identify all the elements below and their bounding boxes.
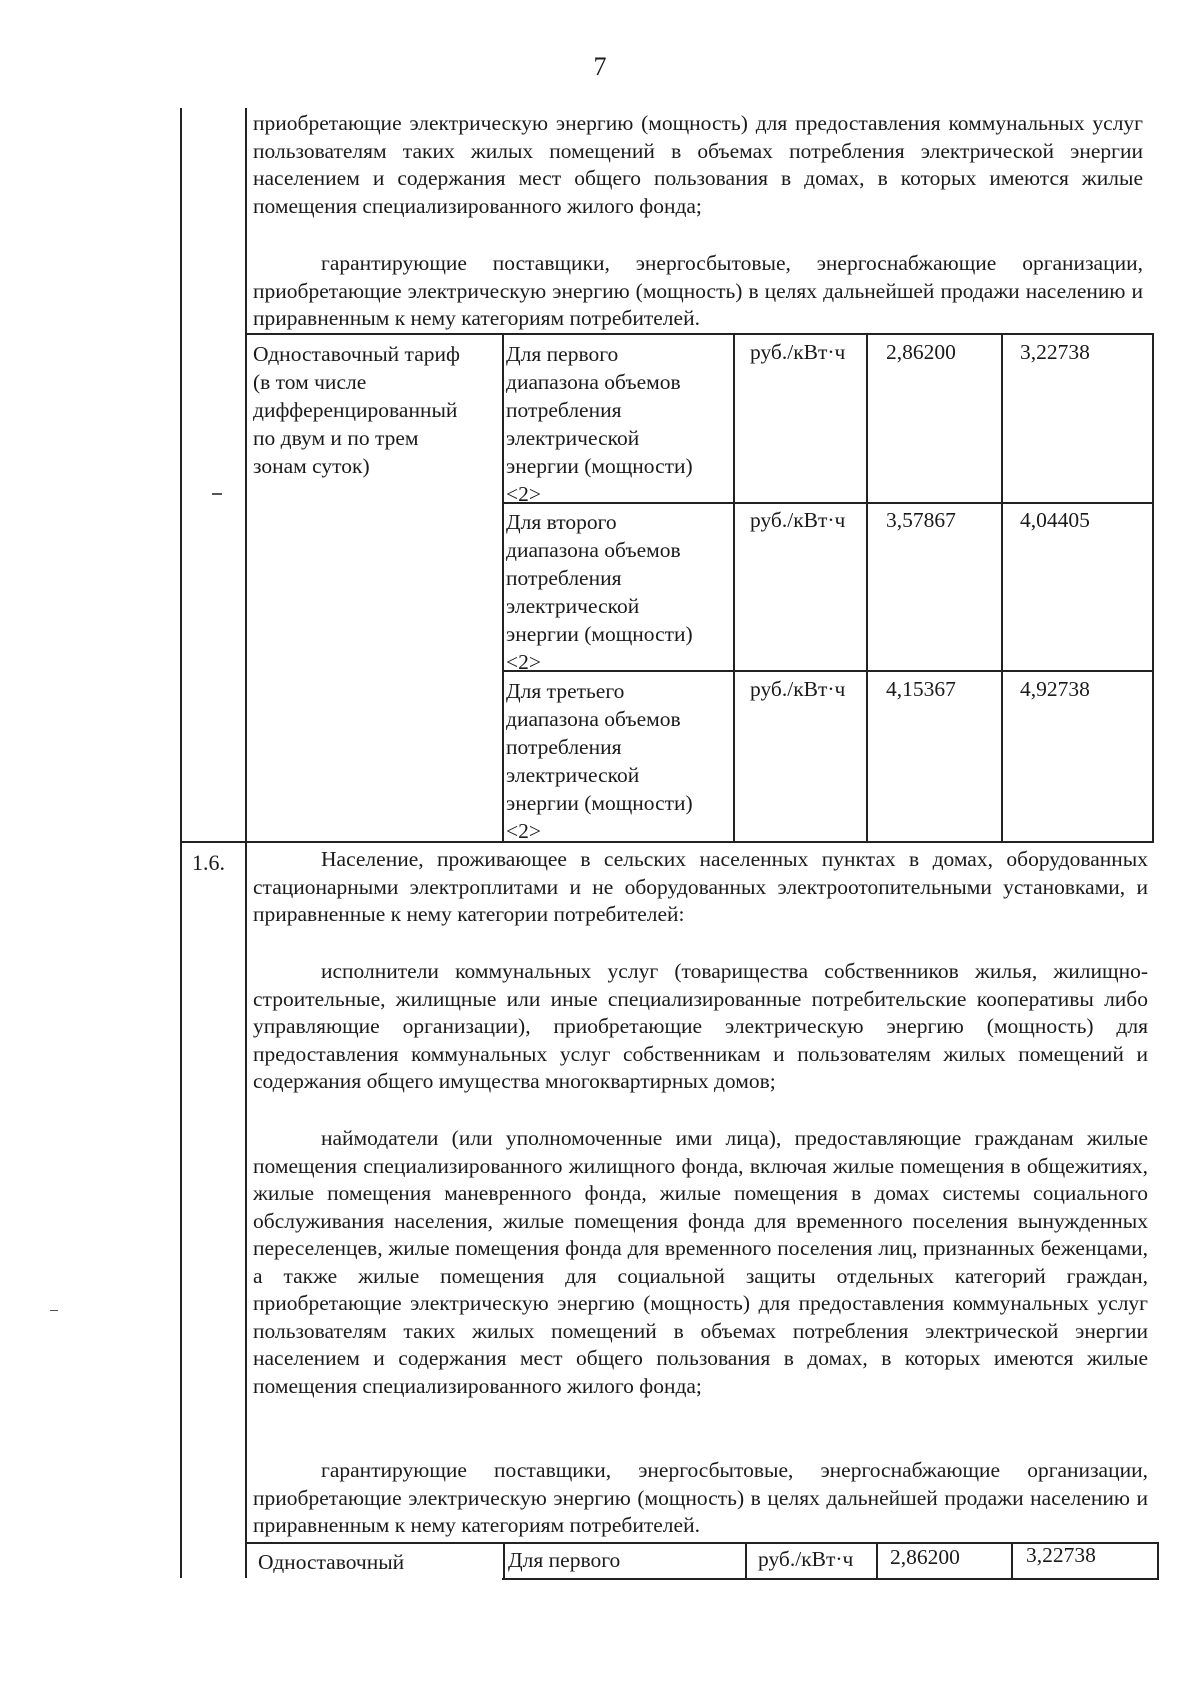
table-border-right-top (1152, 333, 1154, 841)
section-number: 1.6. (192, 850, 225, 875)
section-para-landlords: наймодатели (или уполномоченные ими лица), предоставляющие гражданам жилые помещения специализированного жилищного фонда, включая жилые помещения в общежитиях, жилые помещения маневренного фонда, жилые помещения в домах системы социального обслуживания населения, жилые помещения фонда для временного поселения вынужденных переселенцев, жилые помещения фонда для временного поселения лиц, признанных беженцами, а также жилые помещения для социальной защиты отдельных категорий граждан, приобретающие электрическую энергию (мощность) для предоставления коммунальных услуг пользователям таких жилых помещений в объемах потребления электрической энергии населением и содержания мест общего пользования в домах, в которых имеются жилые помещения специализированного жилого фонда; (253, 1126, 1148, 1398)
table-border-content-left (245, 108, 247, 1578)
tariff-value1-1: 2,86200 (886, 340, 956, 364)
bottom-tariff-name: Одноставочный (258, 1550, 405, 1574)
table-rule-under-top-text (245, 333, 1154, 335)
tariff-value2-3: 4,92738 (1020, 677, 1090, 701)
table-col-value1-left (866, 333, 868, 841)
tariff-range-3: Для третьего диапазона объемов потребления электрической энергии (мощности) <2> (506, 679, 693, 843)
tariff-range-2: Для второго диапазона объемов потребления электрической энергии (мощности) <2> (506, 510, 693, 674)
table-border-right-bottom (1157, 1542, 1159, 1580)
section-para-intro: Население, проживающее в сельских населенных пунктах в домах, оборудованных стационарными электроплитами и не оборудованных электроотопительными установками, и приравненные к нему категории потребителей: (253, 847, 1148, 926)
table-col-range-left (502, 333, 504, 841)
tariff-unit-2: руб./кВт·ч (750, 508, 846, 532)
tariff-value1-3: 4,15367 (886, 677, 956, 701)
scan-mark (212, 493, 222, 495)
scan-mark (50, 1310, 58, 1311)
top-para-continuation: приобретающие электрическую энергию (мощность) для предоставления коммунальных услуг пользователям таких жилых помещений в объемах потребления электрической энергии населением и содержания мест общего пользования в домах, в которых имеются жилые помещения специализированного жилого фонда; (253, 111, 1143, 218)
table-border-left (180, 108, 182, 1578)
bottom-tariff-range: Для первого (508, 1548, 621, 1572)
bottom-tariff-unit: руб./кВт·ч (758, 1547, 854, 1571)
tariff-name: Одноставочный тариф (в том числе дифференцированный по двум и по трем зонам суток) (253, 342, 460, 478)
top-para-suppliers: гарантирующие поставщики, энергосбытовые, энергоснабжающие организации, приобретающие электрическую энергию (мощность) в целях дальнейшей продажи населению и приравненным к нему категориям потребителей. (253, 251, 1143, 330)
bottom-col-range-left (503, 1542, 505, 1580)
tariff-unit-1: руб./кВт·ч (750, 340, 846, 364)
bottom-col-value1-left (876, 1542, 878, 1580)
section-para-executors: исполнители коммунальных услуг (товарищества собственников жилья, жилищно-строительные, жилищные или иные специализированные потребительские кооперативы либо управляющие организации), приобретающие электрическую энергию (мощность) для предоставления коммунальных услуг собственникам и пользователям жилых помещений и содержания общего имущества многоквартирных домов; (253, 959, 1148, 1093)
tariff-value1-2: 3,57867 (886, 508, 956, 532)
tariff-value2-1: 3,22738 (1020, 340, 1090, 364)
section-para-suppliers: гарантирующие поставщики, энергосбытовые, энергоснабжающие организации, приобретающие электрическую энергию (мощность) в целях дальнейшей продажи населению и приравненным к нему категориям потребителей. (253, 1458, 1148, 1537)
tariff-range-1: Для первого диапазона объемов потребления электрической энергии (мощности) <2> (506, 342, 693, 506)
table-rule-bottom-close (502, 1578, 1159, 1580)
table-rule-bottom-tariff (245, 1542, 1159, 1544)
tariff-value2-2: 4,04405 (1020, 508, 1090, 532)
bottom-col-unit-left (745, 1542, 747, 1580)
bottom-tariff-value1: 2,86200 (890, 1545, 960, 1569)
tariff-unit-3: руб./кВт·ч (750, 677, 846, 701)
page-number: 7 (593, 52, 607, 81)
bottom-col-value2-left (1011, 1542, 1013, 1580)
table-col-unit-left (733, 333, 735, 841)
table-col-value2-left (1001, 333, 1003, 841)
bottom-tariff-value2: 3,22738 (1026, 1543, 1096, 1567)
